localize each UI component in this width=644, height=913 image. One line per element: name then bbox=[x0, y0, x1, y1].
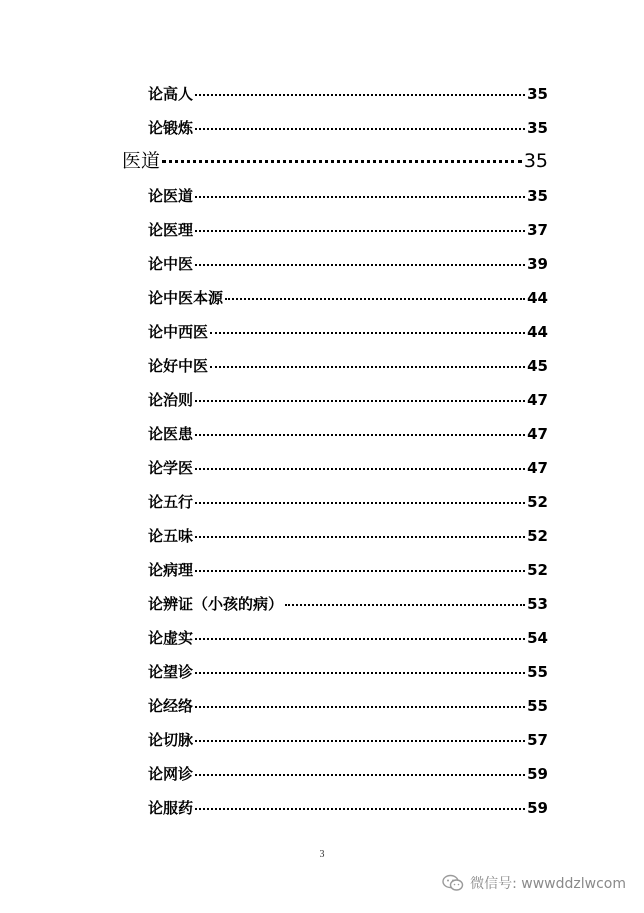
toc-entry-page: 35 bbox=[527, 187, 548, 205]
toc-entry-title: 论网诊 bbox=[148, 765, 194, 783]
toc-entry-page: 53 bbox=[527, 595, 548, 613]
toc-entry[interactable] bbox=[148, 526, 548, 546]
toc-entry-title: 论治则 bbox=[148, 391, 194, 409]
toc-entry-title: 论中医 bbox=[148, 255, 194, 273]
toc-entry-page: 47 bbox=[527, 459, 548, 477]
toc-entry[interactable] bbox=[148, 560, 548, 580]
dot-leader bbox=[210, 332, 525, 334]
toc-entry[interactable] bbox=[148, 84, 548, 104]
toc-entry-title: 论服药 bbox=[148, 799, 194, 817]
toc-entry-title: 论学医 bbox=[148, 459, 194, 477]
toc-entry-title: 论中医本源 bbox=[148, 289, 224, 307]
toc-entry[interactable] bbox=[148, 356, 548, 376]
dot-leader bbox=[195, 400, 525, 402]
wechat-icon bbox=[442, 874, 464, 892]
toc-entry-page: 44 bbox=[527, 289, 548, 307]
toc-entry-title: 论医道 bbox=[148, 187, 194, 205]
toc-entry-title: 论五行 bbox=[148, 493, 194, 511]
toc-entry-page: 55 bbox=[527, 697, 548, 715]
toc-entry-title: 论中西医 bbox=[148, 323, 209, 341]
toc-entry-page: 39 bbox=[527, 255, 548, 273]
toc-entry-page: 35 bbox=[527, 85, 548, 103]
toc-entry[interactable] bbox=[148, 662, 548, 682]
toc-entry-title: 论切脉 bbox=[148, 731, 194, 749]
toc-entry-page: 45 bbox=[527, 357, 548, 375]
toc-entry[interactable] bbox=[148, 628, 548, 648]
dot-leader bbox=[162, 160, 522, 163]
dot-leader bbox=[195, 94, 525, 96]
watermark-text: 微信号: wwwddzlwcom bbox=[470, 876, 626, 892]
dot-leader bbox=[225, 298, 525, 300]
toc-entry[interactable] bbox=[148, 390, 548, 410]
toc-entry[interactable] bbox=[148, 254, 548, 274]
dot-leader bbox=[195, 502, 525, 504]
dot-leader bbox=[195, 706, 525, 708]
dot-leader bbox=[195, 468, 525, 470]
toc-entry-page: 57 bbox=[527, 731, 548, 749]
toc-entry-page: 35 bbox=[527, 119, 548, 137]
toc-entry[interactable] bbox=[148, 186, 548, 206]
toc-entry-title: 论虚实 bbox=[148, 629, 194, 647]
toc-entry-title: 论好中医 bbox=[148, 357, 209, 375]
toc-entry-page: 59 bbox=[527, 765, 548, 783]
toc-section[interactable] bbox=[122, 149, 548, 173]
toc-entry[interactable] bbox=[148, 594, 548, 614]
dot-leader bbox=[195, 808, 525, 810]
dot-leader bbox=[195, 536, 525, 538]
toc-entry-title: 论医患 bbox=[148, 425, 194, 443]
toc-entry-title: 论望诊 bbox=[148, 663, 194, 681]
toc-entry-title: 论病理 bbox=[148, 561, 194, 579]
dot-leader bbox=[195, 230, 525, 232]
toc-entry-title: 论高人 bbox=[148, 85, 194, 103]
dot-leader bbox=[285, 604, 525, 606]
toc-entry-page: 47 bbox=[527, 391, 548, 409]
toc-entry[interactable] bbox=[148, 424, 548, 444]
toc-entry[interactable] bbox=[148, 696, 548, 716]
toc-entry-page: 52 bbox=[527, 561, 548, 579]
toc-section-page: 35 bbox=[523, 150, 548, 172]
dot-leader bbox=[210, 366, 525, 368]
toc-entry-page: 55 bbox=[527, 663, 548, 681]
dot-leader bbox=[195, 774, 525, 776]
toc-entry[interactable] bbox=[148, 764, 548, 784]
dot-leader bbox=[195, 672, 525, 674]
toc-entry-page: 52 bbox=[527, 493, 548, 511]
dot-leader bbox=[195, 570, 525, 572]
toc-entry[interactable] bbox=[148, 730, 548, 750]
toc-entry-title: 论五味 bbox=[148, 527, 194, 545]
toc-entry-title: 论经络 bbox=[148, 697, 194, 715]
page-number: 3 bbox=[319, 849, 325, 860]
dot-leader bbox=[195, 264, 525, 266]
toc-entry[interactable] bbox=[148, 322, 548, 342]
toc-entry-page: 54 bbox=[527, 629, 548, 647]
dot-leader bbox=[195, 434, 525, 436]
toc-entry-title: 论辨证（小孩的病） bbox=[148, 595, 284, 613]
toc-entry-page: 59 bbox=[527, 799, 548, 817]
toc-entry[interactable] bbox=[148, 118, 548, 138]
toc-entry[interactable] bbox=[148, 492, 548, 512]
dot-leader bbox=[195, 638, 525, 640]
dot-leader bbox=[195, 740, 525, 742]
toc-entry[interactable] bbox=[148, 220, 548, 240]
wechat-watermark bbox=[442, 873, 626, 893]
toc-entry[interactable] bbox=[148, 798, 548, 818]
toc-entry-title: 论医理 bbox=[148, 221, 194, 239]
toc-entry[interactable] bbox=[148, 288, 548, 308]
toc-entry-title: 论锻炼 bbox=[148, 119, 194, 137]
toc-entry-page: 52 bbox=[527, 527, 548, 545]
toc-entry[interactable] bbox=[148, 458, 548, 478]
toc-entry-page: 37 bbox=[527, 221, 548, 239]
dot-leader bbox=[195, 128, 525, 130]
toc-section-title: 医道 bbox=[122, 150, 161, 172]
dot-leader bbox=[195, 196, 525, 198]
toc-entry-page: 44 bbox=[527, 323, 548, 341]
toc-entry-page: 47 bbox=[527, 425, 548, 443]
